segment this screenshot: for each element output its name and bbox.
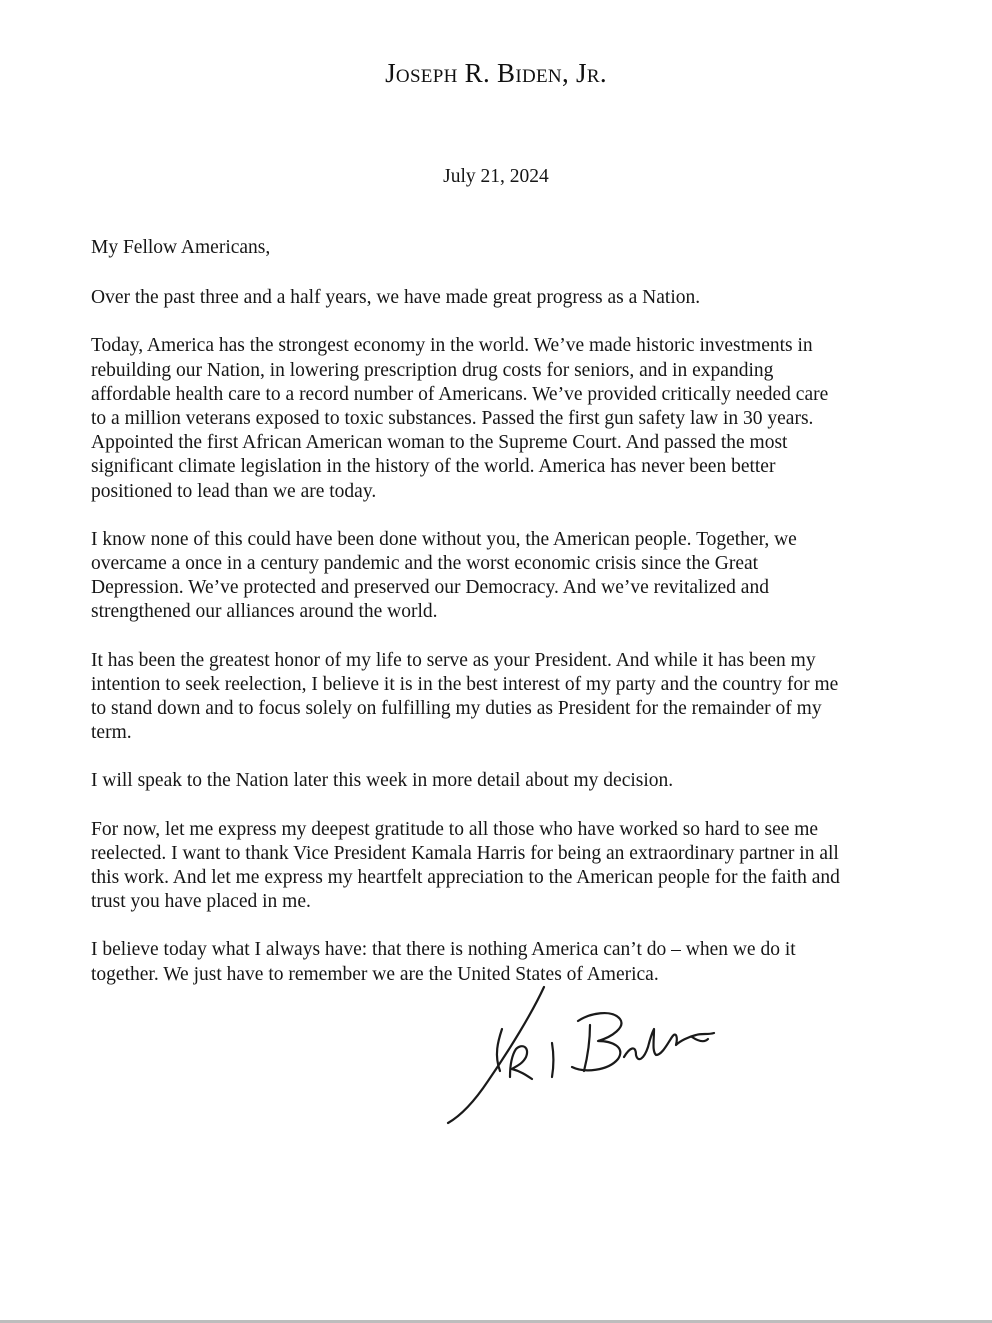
- text-line: intention to seek reelection, I believe it is in the best interest of my party and the country for me: [91, 673, 839, 695]
- text-line: strengthened our alliances around the world.: [91, 601, 438, 623]
- paragraph: [91, 938, 891, 986]
- signature-stroke: [552, 1043, 554, 1077]
- paragraph: [91, 818, 891, 915]
- text-line: together. We just have to remember we are the United States of America.: [91, 963, 659, 985]
- text-line: reelected. I want to thank Vice President Kamala Harris for being an extraordinary partner in all: [91, 842, 839, 864]
- letter-date: July 21, 2024: [443, 166, 549, 187]
- text-line: overcame a once in a century pandemic and the worst economic crisis since the Great: [91, 553, 759, 575]
- signature-image: [440, 985, 730, 1125]
- text-line: For now, let me express my deepest gratitude to all those who have worked so hard to see me: [91, 818, 819, 840]
- letterhead: Joseph R. Biden, Jr.: [385, 58, 607, 88]
- paragraph: [91, 286, 891, 310]
- text-line: trust you have placed in me.: [91, 891, 311, 913]
- paragraph: [91, 769, 891, 793]
- signature-stroke: [624, 1029, 714, 1059]
- text-line: rebuilding our Nation, in lowering prescription drug costs for seniors, and in expanding: [91, 359, 774, 381]
- paragraph: [91, 649, 891, 746]
- signature-stroke: [692, 1037, 708, 1041]
- paragraphs: [91, 286, 891, 987]
- text-line: positioned to lead than we are today.: [91, 480, 377, 502]
- signature-stroke: [510, 1046, 532, 1079]
- text-line: term.: [91, 722, 132, 744]
- text-line: significant climate legislation in the history of the world. America has never been better: [91, 456, 776, 478]
- text-line: Depression. We’ve protected and preserved our Democracy. And we’ve revitalized and: [91, 577, 769, 599]
- text-line: I will speak to the Nation later this week in more detail about my decision.: [91, 770, 674, 792]
- letter-body: [91, 236, 891, 1011]
- text-line: Today, America has the strongest economy in the world. We’ve made historic investments in: [91, 335, 813, 357]
- paragraph: [91, 334, 891, 503]
- paragraph: [91, 528, 891, 625]
- text-line: I believe today what I always have: that there is nothing America can’t do – when we do it: [91, 939, 796, 961]
- signature-stroke: [584, 1025, 590, 1071]
- text-line: this work. And let me express my heartfelt appreciation to the American people for the faith and: [91, 867, 840, 889]
- text-line: I know none of this could have been done without you, the American people. Together, we: [91, 528, 797, 550]
- text-line: to a million veterans exposed to toxic substances. Passed the first gun safety law in 30 years.: [91, 408, 814, 430]
- salutation: My Fellow Americans,: [91, 237, 271, 258]
- signature-stroke: [572, 1013, 621, 1070]
- text-line: Over the past three and a half years, we have made great progress as a Nation.: [91, 287, 701, 309]
- text-line: Appointed the first African American woman to the Supreme Court. And passed the most: [91, 432, 788, 454]
- text-line: to stand down and to focus solely on fulfilling my duties as President for the remainder of my: [91, 698, 822, 720]
- text-line: It has been the greatest honor of my life to serve as your President. And while it has been my: [91, 649, 816, 671]
- text-line: affordable health care to a record number of Americans. We’ve provided critically needed care: [91, 383, 829, 405]
